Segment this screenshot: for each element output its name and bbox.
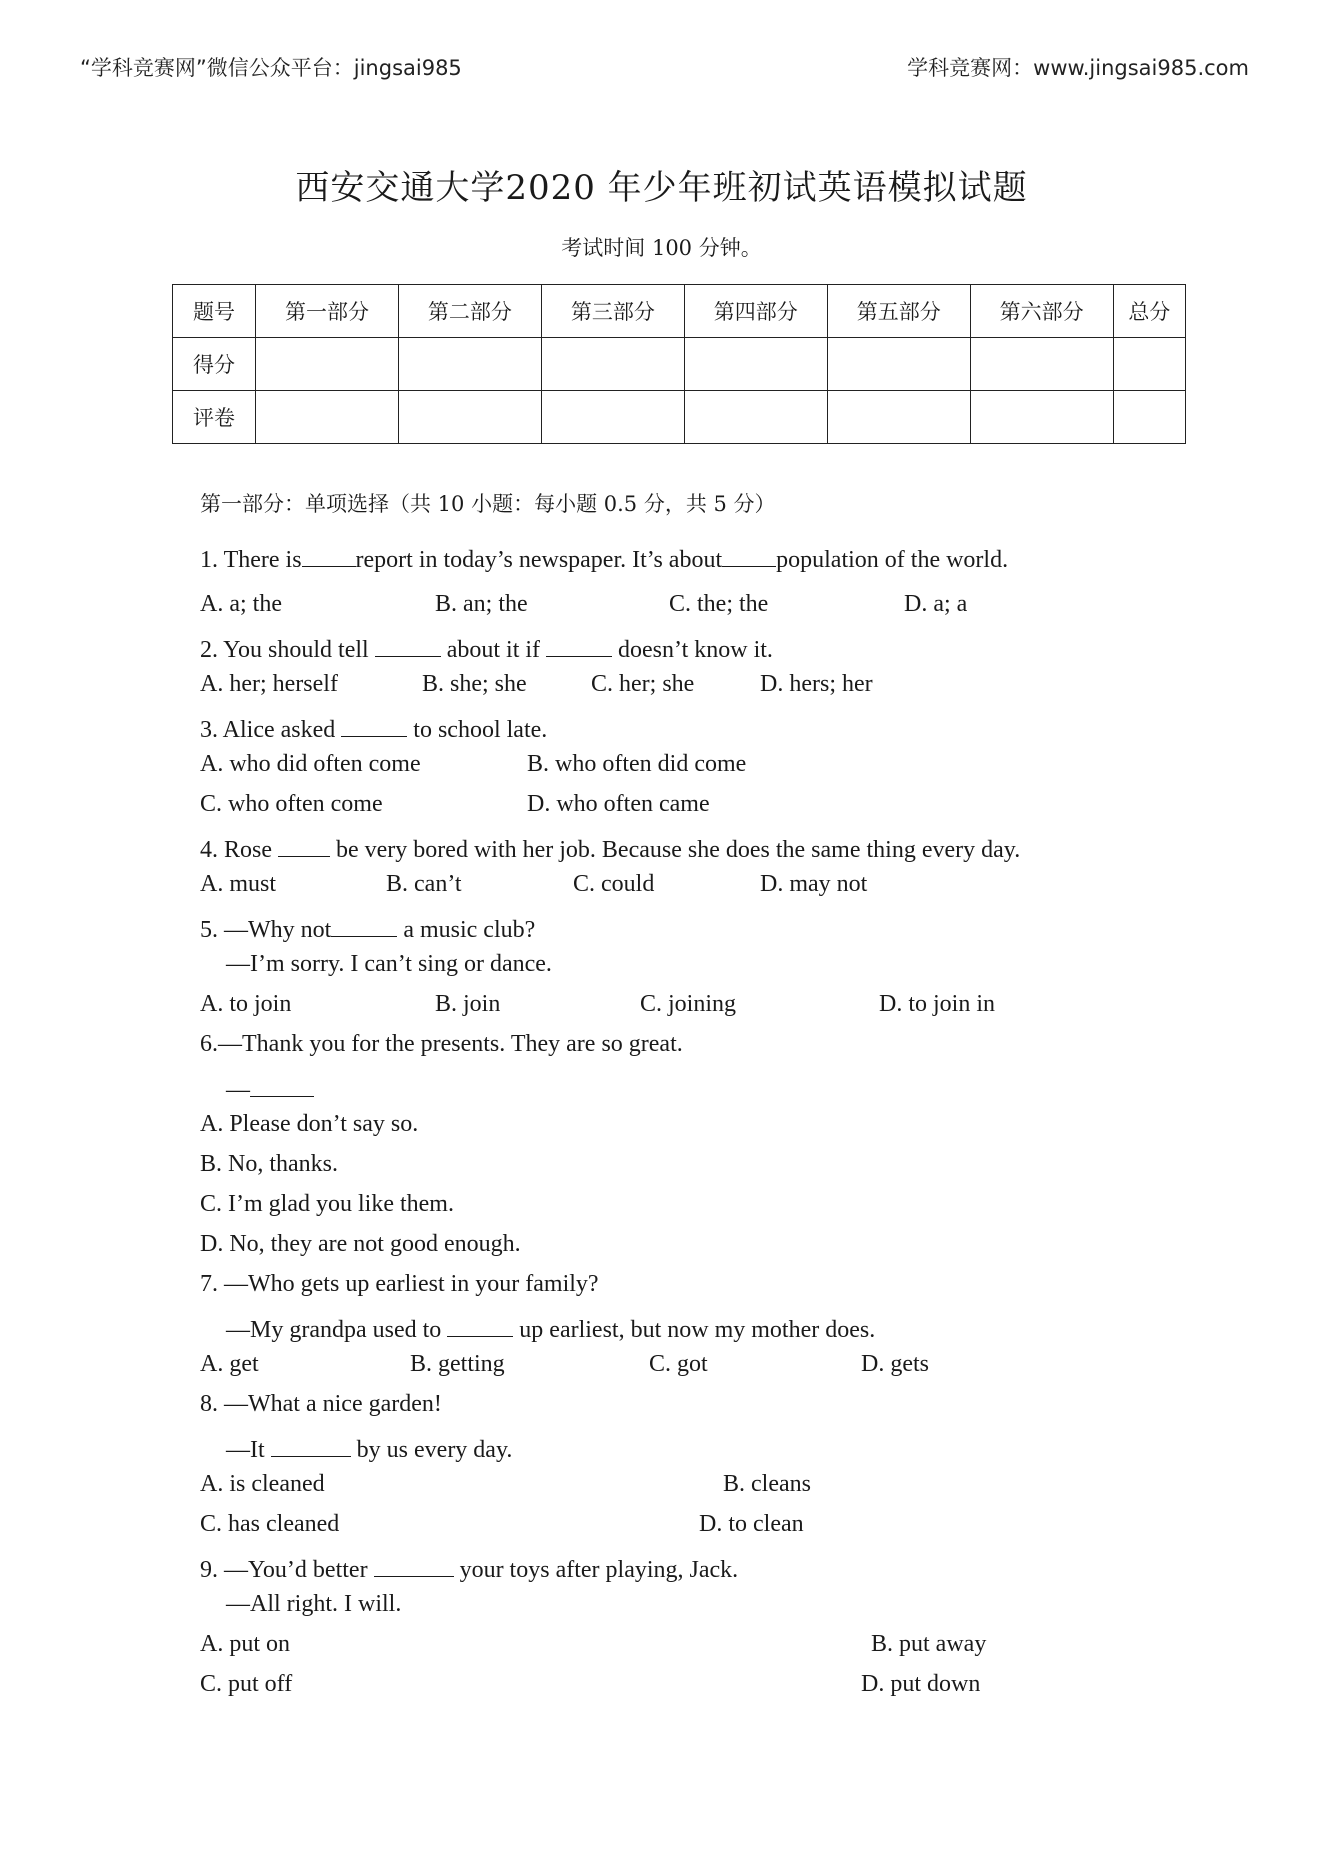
- score-row: [173, 338, 1186, 391]
- score-table-header-row: [173, 285, 1186, 338]
- question-2: [200, 631, 773, 664]
- option-b: B. cleans: [723, 1471, 811, 1497]
- question-9-reply: —All right. I will.: [226, 1591, 402, 1617]
- score-cell: [684, 338, 827, 391]
- option-b: B. who often did come: [527, 751, 747, 777]
- table-header-cell: 题号: [173, 285, 256, 338]
- table-header-cell: 总分: [1113, 285, 1185, 338]
- answer-blank: [278, 831, 330, 857]
- question-text: up earliest, but now my mother does.: [513, 1317, 876, 1344]
- table-header-cell: 第二部分: [398, 285, 541, 338]
- option-a: A. put on: [200, 1631, 290, 1657]
- option-d: D. to clean: [699, 1511, 804, 1537]
- option-c: C. has cleaned: [200, 1511, 340, 1537]
- question-5: [200, 911, 535, 944]
- option-a: A. must: [200, 871, 277, 897]
- page-title: 西安交通大学2020 年少年班初试英语模拟试题: [295, 168, 1028, 208]
- score-cell: [1113, 338, 1185, 391]
- option-b: B. she; she: [422, 671, 527, 697]
- row-label: 评卷: [173, 391, 256, 444]
- header-right: 学科竞赛网：www.jingsai985.com: [907, 56, 1249, 80]
- option-b: B. getting: [410, 1351, 505, 1377]
- question-8-reply: [226, 1431, 512, 1464]
- score-cell: [541, 338, 684, 391]
- option-d: D. put down: [861, 1671, 981, 1697]
- option-d: D. to join in: [879, 991, 996, 1017]
- grader-cell: [256, 391, 399, 444]
- option-d: D. No, they are not good enough.: [200, 1231, 521, 1257]
- question-5-reply: —I’m sorry. I can’t sing or dance.: [226, 951, 552, 977]
- answer-blank: [374, 1551, 454, 1577]
- question-text: doesn’t know it.: [612, 637, 773, 664]
- option-b: B. join: [435, 991, 501, 1017]
- option-b: B. an; the: [435, 591, 528, 617]
- option-a: A. to join: [200, 991, 292, 1017]
- score-cell: [398, 338, 541, 391]
- question-text: be very bored with her job. Because she does the same thing every day.: [330, 837, 1021, 864]
- option-a: A. Please don’t say so.: [200, 1111, 419, 1137]
- question-text: a music club?: [397, 917, 536, 944]
- question-text: 1. There is: [200, 547, 302, 574]
- option-b: B. can’t: [386, 871, 462, 897]
- grader-cell: [827, 391, 970, 444]
- answer-blank: [302, 541, 356, 567]
- score-cell: [970, 338, 1113, 391]
- question-text: about it if: [440, 637, 547, 664]
- option-c: C. the; the: [669, 591, 769, 617]
- question-text: to school late.: [407, 717, 548, 744]
- option-b: B. put away: [871, 1631, 987, 1657]
- grader-cell: [684, 391, 827, 444]
- option-b: B. No, thanks.: [200, 1151, 338, 1177]
- score-cell: [827, 338, 970, 391]
- question-text: your toys after playing, Jack.: [453, 1557, 739, 1584]
- option-d: D. a; a: [904, 591, 968, 617]
- option-c: C. her; she: [591, 671, 695, 697]
- option-a: A. a; the: [200, 591, 282, 617]
- question-6: 6.—Thank you for the presents. They are so great.: [200, 1031, 683, 1057]
- grader-row: [173, 391, 1186, 444]
- answer-blank: [546, 631, 612, 657]
- answer-blank: [341, 711, 407, 737]
- option-d: D. hers; her: [760, 671, 873, 697]
- question-1: [200, 541, 1008, 574]
- question-text: report in today’s newspaper. It’s about: [355, 547, 723, 574]
- option-a: A. get: [200, 1351, 259, 1377]
- option-a: A. her; herself: [200, 671, 338, 697]
- question-text: by us every day.: [350, 1437, 513, 1464]
- option-d: D. who often came: [527, 791, 710, 817]
- question-text: 4. Rose: [200, 837, 278, 864]
- grader-cell: [1113, 391, 1185, 444]
- option-c: C. I’m glad you like them.: [200, 1191, 454, 1217]
- question-7-reply: [226, 1311, 875, 1344]
- option-a: A. is cleaned: [200, 1471, 325, 1497]
- question-text: 3. Alice asked: [200, 717, 342, 744]
- section-heading: 第一部分：单项选择（共 10 小题：每小题 0.5 分，共 5 分）: [200, 492, 776, 516]
- answer-blank: [722, 541, 776, 567]
- answer-blank: [447, 1311, 513, 1337]
- table-header-cell: 第一部分: [256, 285, 399, 338]
- question-6-reply: [226, 1071, 314, 1104]
- question-4: [200, 831, 1020, 864]
- answer-blank: [375, 631, 441, 657]
- question-3: [200, 711, 547, 744]
- answer-blank: [250, 1071, 314, 1097]
- answer-blank: [331, 911, 397, 937]
- question-text: —My grandpa used to: [226, 1317, 448, 1344]
- table-header-cell: 第三部分: [541, 285, 684, 338]
- grader-cell: [970, 391, 1113, 444]
- question-7: 7. —Who gets up earliest in your family?: [200, 1271, 599, 1297]
- question-text: 2. You should tell: [200, 637, 375, 664]
- option-c: C. got: [649, 1351, 708, 1377]
- table-header-cell: 第六部分: [970, 285, 1113, 338]
- table-header-cell: 第五部分: [827, 285, 970, 338]
- option-c: C. who often come: [200, 791, 383, 817]
- question-text: —: [226, 1077, 250, 1104]
- grader-cell: [541, 391, 684, 444]
- answer-blank: [271, 1431, 351, 1457]
- row-label: 得分: [173, 338, 256, 391]
- option-a: A. who did often come: [200, 751, 421, 777]
- option-c: C. could: [573, 871, 655, 897]
- grader-cell: [398, 391, 541, 444]
- question-text: 5. —Why not: [200, 917, 332, 944]
- table-header-cell: 第四部分: [684, 285, 827, 338]
- option-d: D. may not: [760, 871, 868, 897]
- question-text: —It: [226, 1437, 271, 1464]
- question-9: [200, 1551, 738, 1584]
- question-text: population of the world.: [776, 547, 1009, 574]
- score-table: [172, 284, 1186, 444]
- option-c: C. joining: [640, 991, 737, 1017]
- question-text: 9. —You’d better: [200, 1557, 374, 1584]
- score-cell: [256, 338, 399, 391]
- option-c: C. put off: [200, 1671, 293, 1697]
- header-left: “学科竞赛网”微信公众平台：jingsai985: [80, 56, 462, 80]
- question-8: 8. —What a nice garden!: [200, 1391, 442, 1417]
- exam-time: 考试时间 100 分钟。: [561, 236, 762, 260]
- option-d: D. gets: [861, 1351, 929, 1377]
